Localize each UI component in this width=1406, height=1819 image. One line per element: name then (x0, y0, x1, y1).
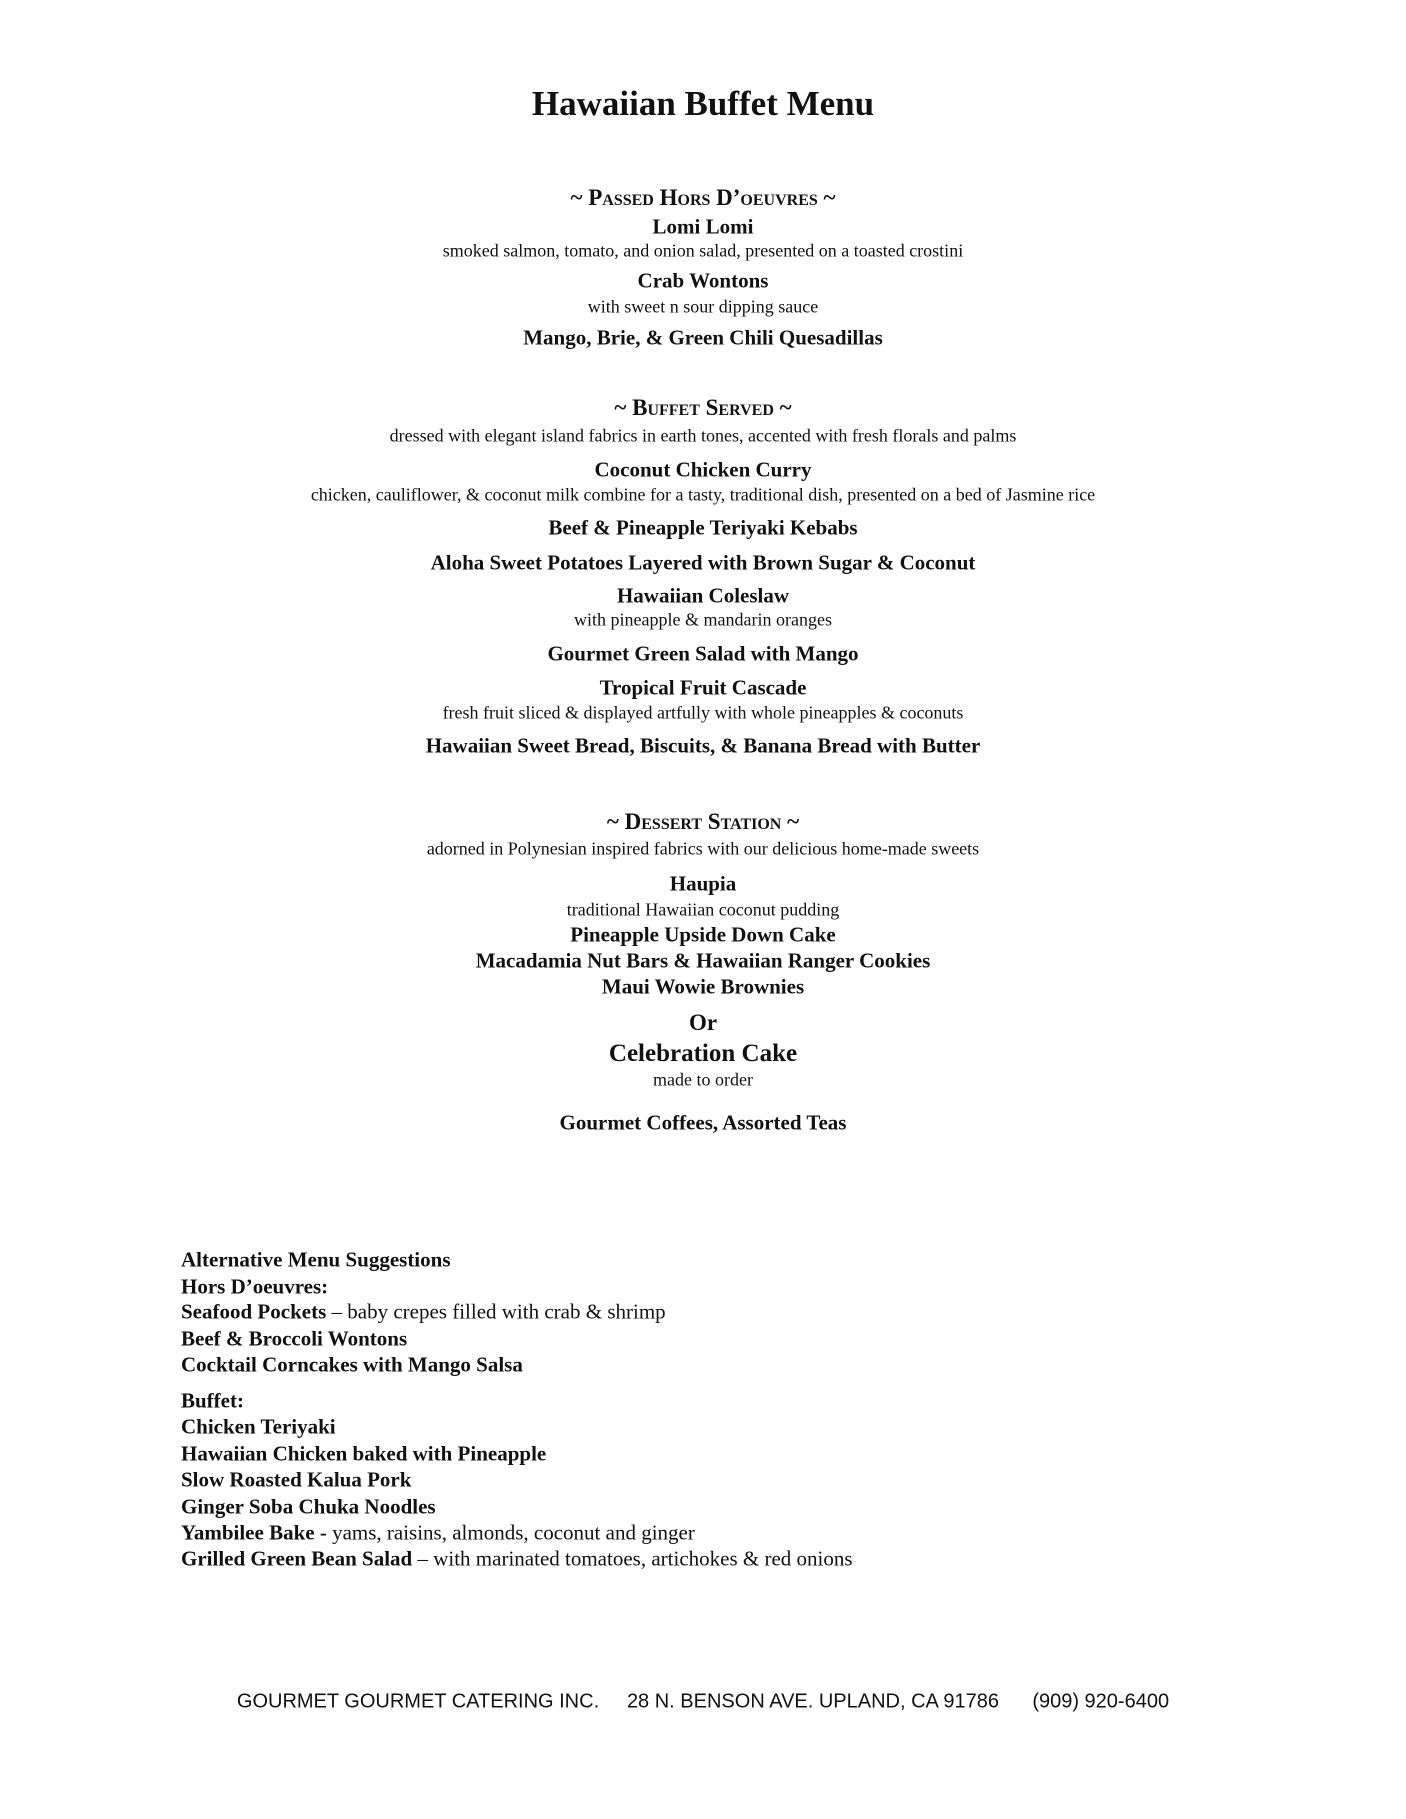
footer-phone: (909) 920-6400 (1032, 1690, 1170, 1713)
alt-item: Chicken Teriyaki (181, 1414, 336, 1439)
alt-item: Hawaiian Chicken baked with Pineapple (181, 1441, 547, 1466)
item-desc: smoked salmon, tomato, and onion salad, presented on a toasted crostini (442, 240, 964, 261)
section-intro: adorned in Polynesian inspired fabrics with our delicious home-made sweets (426, 838, 980, 859)
alternatives-heading: Alternative Menu Suggestions (181, 1247, 451, 1272)
item-name: Aloha Sweet Potatoes Layered with Brown Sugar & Coconut (430, 550, 976, 575)
item-desc: made to order (653, 1069, 753, 1090)
item-name: Gourmet Green Salad with Mango (547, 641, 859, 666)
item-name: Maui Wowie Brownies (601, 974, 805, 999)
item-name: Crab Wontons (637, 268, 769, 293)
item-name: Haupia (669, 871, 737, 896)
alt-item: Seafood Pockets – baby crepes filled with crab & shrimp (181, 1299, 666, 1324)
item-name: Macadamia Nut Bars & Hawaiian Ranger Cookies (475, 948, 931, 973)
item-desc: chicken, cauliflower, & coconut milk combine for a tasty, traditional dish, presented on a bed of Jasmine rice (310, 484, 1096, 505)
section-heading-passed: ~ Passed Hors D’oeuvres ~ (570, 185, 836, 210)
item-name-cake: Celebration Cake (608, 1040, 798, 1067)
footer (0, 1691, 1406, 1714)
footer-address: 28 N. BENSON AVE. UPLAND, CA 91786 (626, 1690, 999, 1713)
item-name: Lomi Lomi (652, 214, 754, 239)
alt-item: Grilled Green Bean Salad – with marinated tomatoes, artichokes & red onions (181, 1546, 853, 1571)
alt-item: Slow Roasted Kalua Pork (181, 1467, 412, 1492)
item-name: Coconut Chicken Curry (594, 457, 812, 482)
item-desc: with sweet n sour dipping sauce (587, 296, 819, 317)
alt-item: Yambilee Bake - yams, raisins, almonds, coconut and ginger (181, 1520, 695, 1545)
item-desc: with pineapple & mandarin oranges (574, 609, 832, 630)
item-name: Hawaiian Sweet Bread, Biscuits, & Banana Bread with Butter (425, 733, 981, 758)
alt-item: Ginger Soba Chuka Noodles (181, 1494, 436, 1519)
item-name: Mango, Brie, & Green Chili Quesadillas (523, 325, 883, 350)
item-name: Hawaiian Coleslaw (616, 583, 790, 608)
item-name-drinks: Gourmet Coffees, Assorted Teas (559, 1110, 847, 1135)
item-name: Beef & Pineapple Teriyaki Kebabs (548, 515, 858, 540)
item-name: Tropical Fruit Cascade (599, 675, 807, 700)
alternatives-buffet-label: Buffet: (181, 1388, 244, 1413)
section-intro: dressed with elegant island fabrics in earth tones, accented with fresh florals and palms (389, 425, 1017, 446)
alt-item: Cocktail Corncakes with Mango Salsa (181, 1352, 523, 1377)
section-heading-buffet: ~ Buffet Served ~ (614, 395, 792, 420)
or-divider: Or (688, 1010, 718, 1035)
menu-title: Hawaiian Buffet Menu (531, 84, 875, 123)
footer-company: GOURMET GOURMET CATERING INC. (236, 1690, 600, 1713)
alt-item: Beef & Broccoli Wontons (181, 1326, 408, 1351)
item-name: Pineapple Upside Down Cake (570, 922, 836, 947)
item-desc: fresh fruit sliced & displayed artfully with whole pineapples & coconuts (442, 702, 964, 723)
alternatives-hors-label: Hors D’oeuvres: (181, 1274, 329, 1299)
section-heading-dessert: ~ Dessert Station ~ (606, 809, 800, 834)
item-desc: traditional Hawaiian coconut pudding (566, 899, 840, 920)
